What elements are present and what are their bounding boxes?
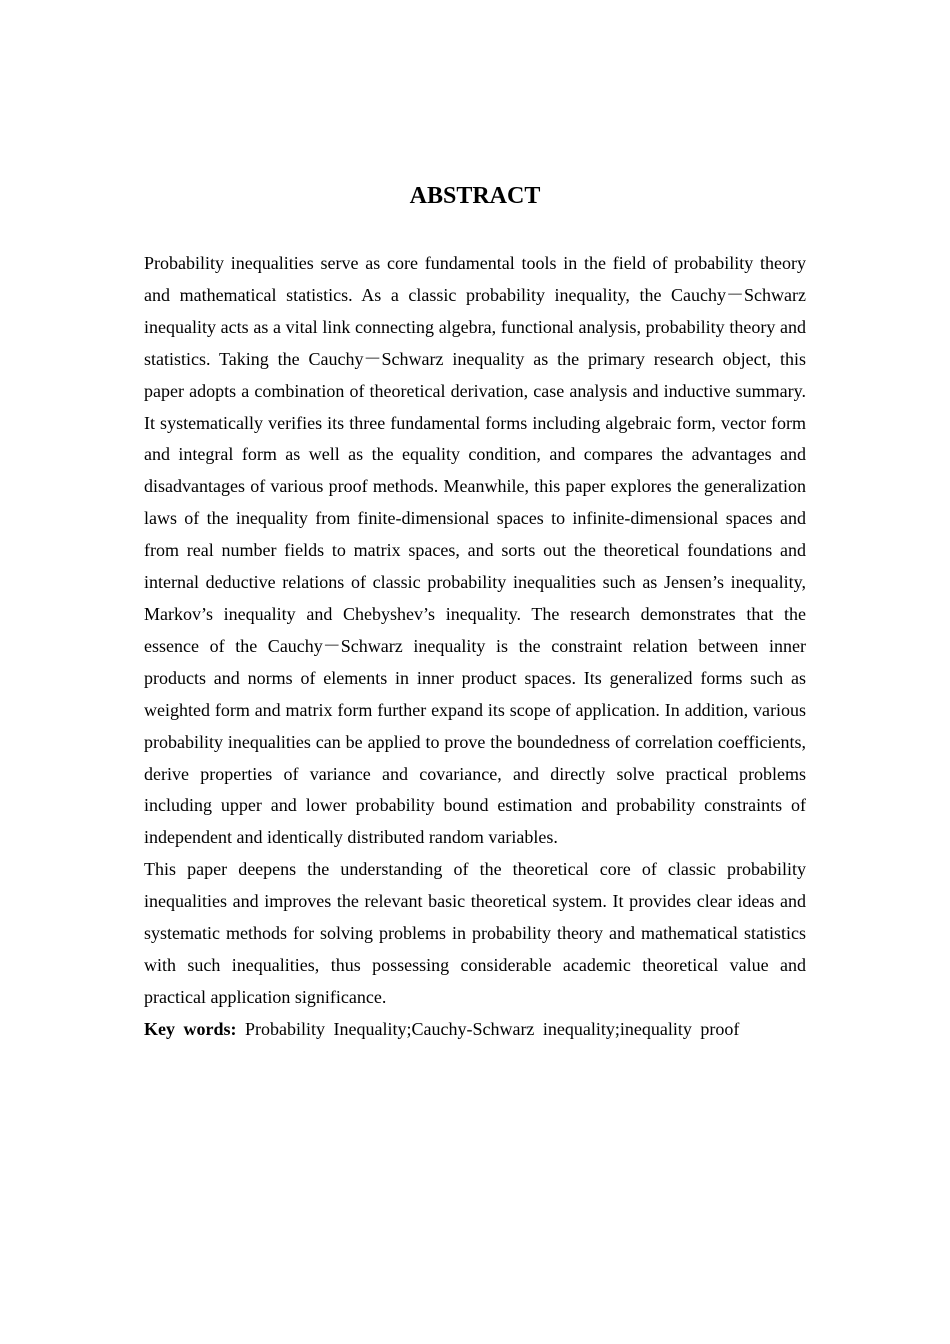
keywords-label: Key words: [144, 1018, 237, 1039]
abstract-paragraph-1: Probability inequalities serve as core fundamental tools in the field of probability theory and mathematical statistics. As a classic probability inequality, the Cauchy－Schwarz inequality acts as a vital link connecting algebra, functional analysis, probability theory and statistics. Taking the Cauchy－Schwarz inequality as the primary research object, this paper adopts a combination of theoretical derivation, case analysis and inductive summary. It systematically verifies its three fundamental forms including algebraic form, vector form and integral form as well as the equality condition, and compares the advantages and disadvantages of various proof methods. Meanwhile, this paper explores the generalization laws of the inequality from finite-dimensional spaces to infinite-dimensional spaces and from real number fields to matrix spaces, and sorts out the theoretical foundations and internal deductive relations of classic probability inequalities such as Jensen’s inequality, Markov’s inequality and Chebyshev’s inequality. The research demonstrates that the essence of the Cauchy－Schwarz inequality is the constraint relation between inner products and norms of elements in inner product spaces. Its generalized forms such as weighted form and matrix form further expand its scope of application. In addition, various probability inequalities can be applied to prove the boundedness of correlation coefficients, derive properties of variance and covariance, and directly solve practical problems including upper and lower probability bound estimation and probability constraints of independent and identically distributed random variables. [144, 253, 806, 848]
abstract-paragraph-2: This paper deepens the understanding of the theoretical core of classic probability inequalities and improves the relevant basic theoretical system. It provides clear ideas and systematic methods for solving problems in probability theory and mathematical statistics with such inequalities, thus possessing considerable academic theoretical value and practical application significance. [144, 859, 806, 1007]
abstract-title: ABSTRACT [409, 183, 541, 209]
keywords-text: Probability Inequality;Cauchy-Schwarz inequality;inequality proof [245, 1018, 740, 1039]
keywords-line [144, 1014, 806, 1046]
abstract-body [144, 248, 806, 1046]
